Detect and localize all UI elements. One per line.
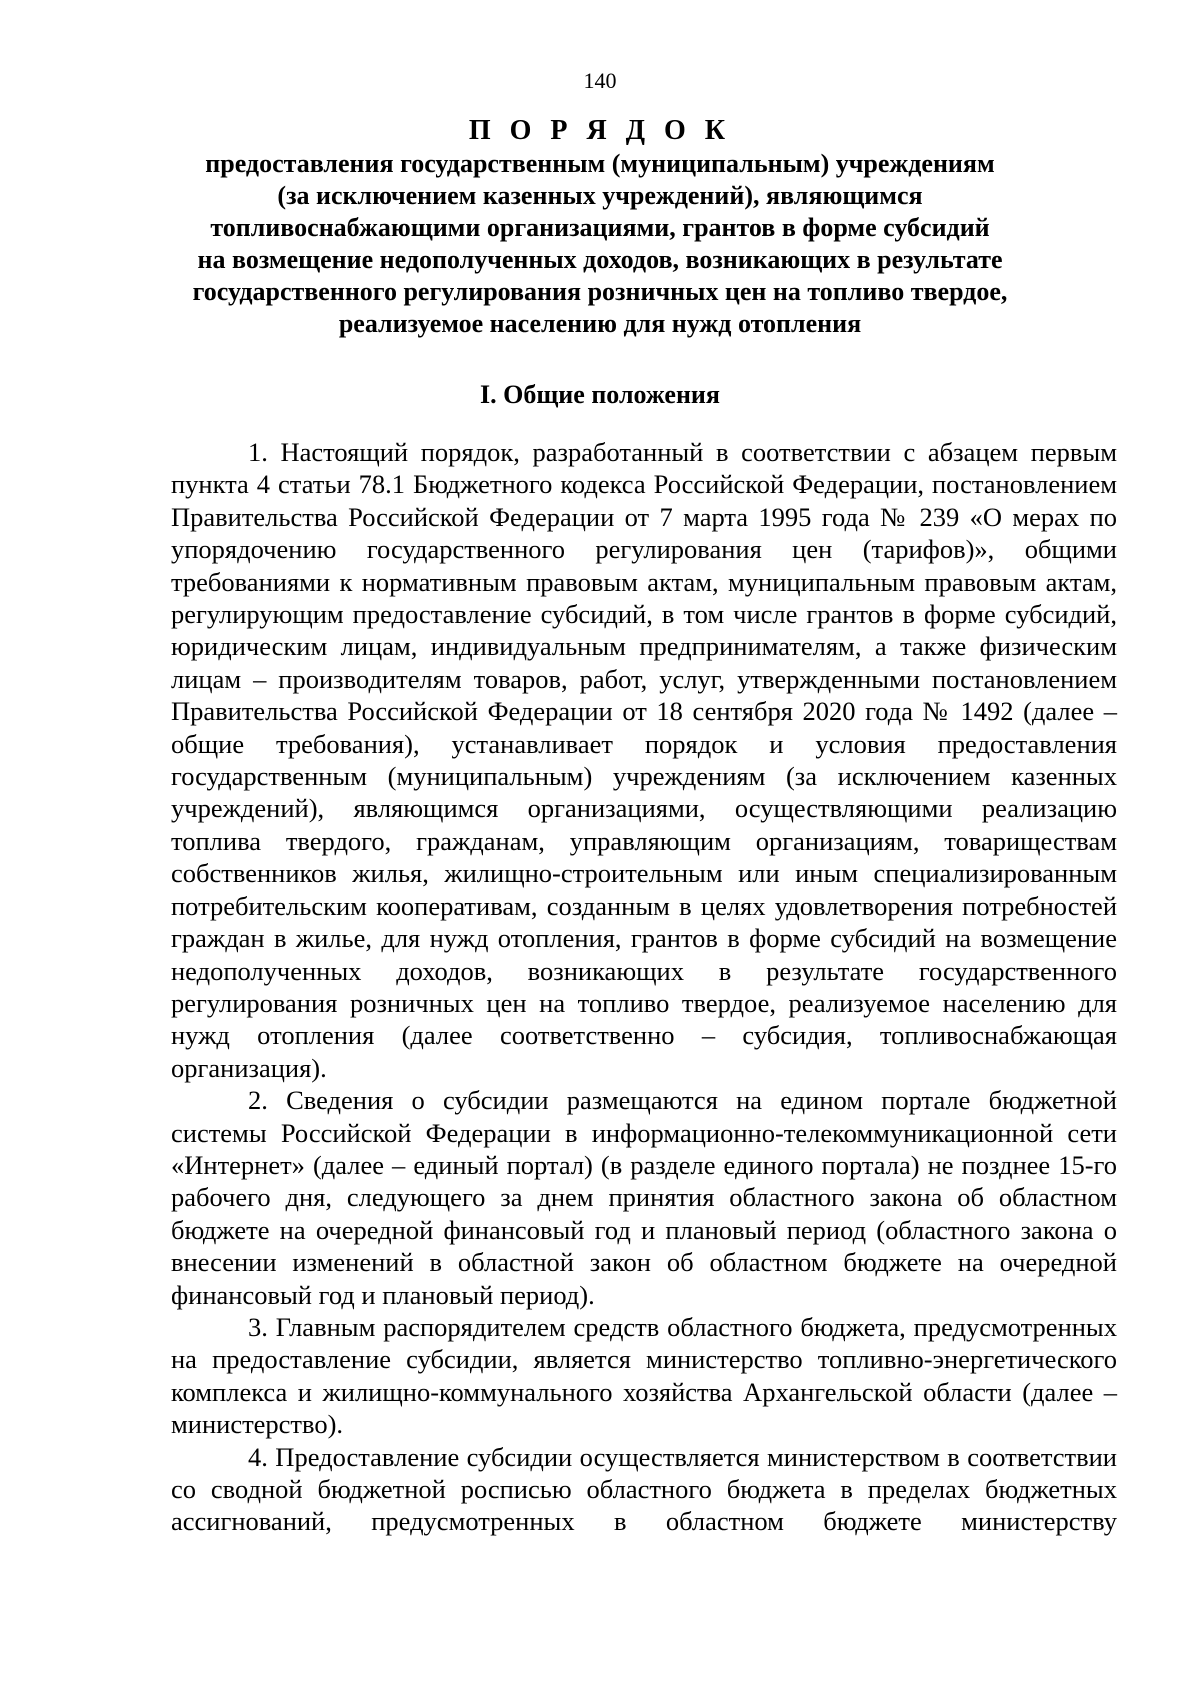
subtitle-line: государственного регулирования розничных цен на топливо твердое, [192, 277, 1008, 306]
subtitle-line: топливоснабжающими организациями, грантов в форме субсидий [210, 213, 990, 242]
page-number: 140 [583, 68, 617, 93]
section-heading: I. Общие положения [480, 380, 720, 409]
paragraph-1: 1. Настоящий порядок, разработанный в соответствии с абзацем первым пункта 4 статьи 78.1 Бюджетного кодекса Российской Федерации, постановлением Правительства Российской Федерации от 7 марта 1995 года № 239 «О мерах по упорядочению государственного регулирования цен (тарифов)», общими требованиями к нормативным правовым актам, муниципальным правовым актам, регулирующим предоставление субсидий, в том числе грантов в форме субсидий, юридическим лицам, индивидуальным предпринимателям, а также физическим лицам – производителям товаров, работ, услуг, утвержденными постановлением Правительства Российской Федерации от 18 сентября 2020 года № 1492 (далее – общие требования), устанавливает порядок и условия предоставления государственным (муниципальным) учреждениям (за исключением казенных учреждений), являющимся организациями, осуществляющими реализацию топлива твердого, гражданам, управляющим организациям, товариществам собственников жилья, жилищно-строительным или иным специализированным потребительским кооперативам, созданным в целях удовлетворения потребностей граждан в жилье, для нужд отопления, грантов в форме субсидий на возмещение недополученных доходов, возникающих в результате государственного регулирования розничных цен на топливо твердое, реализуемое населению для нужд отопления (далее соответственно – субсидия, топливоснабжающая организация). [171, 437, 1117, 1083]
paragraph-2: 2. Сведения о субсидии размещаются на едином портале бюджетной системы Российской Федерации в информационно-телекоммуникационной сети «Интернет» (далее – единый портал) (в разделе единого портала) не позднее 15-го рабочего дня, следующего за днем принятия областного закона об областном бюджете на очередной финансовый год и плановый период (областного закона о внесении изменений в областной закон об областном бюджете на очередной финансовый год и плановый период). [171, 1085, 1117, 1310]
paragraph-3: 3. Главным распорядителем средств областного бюджета, предусмотренных на предоставление субсидии, является министерство топливно-энергетического комплекса и жилищно-коммунального хозяйства Архангельской области (далее – министерство). [171, 1311, 1117, 1440]
paragraph-4: 4. Предоставление субсидии осуществляется министерством в соответствии со сводной бюджетной росписью областного бюджета в пределах бюджетных ассигнований, предусмотренных в областном бюджете министерству [171, 1441, 1117, 1537]
subtitle-line: реализуемое населению для нужд отопления [338, 309, 862, 338]
document-subtitle [150, 148, 1050, 340]
document-title: П О Р Я Д О К [468, 115, 732, 146]
subtitle-line: предоставления государственным (муниципальным) учреждениям [205, 149, 995, 178]
subtitle-line: (за исключением казенных учреждений), являющимся [277, 181, 923, 210]
body-text [171, 436, 1117, 1538]
subtitle-line: на возмещение недополученных доходов, возникающих в результате [197, 245, 1003, 274]
